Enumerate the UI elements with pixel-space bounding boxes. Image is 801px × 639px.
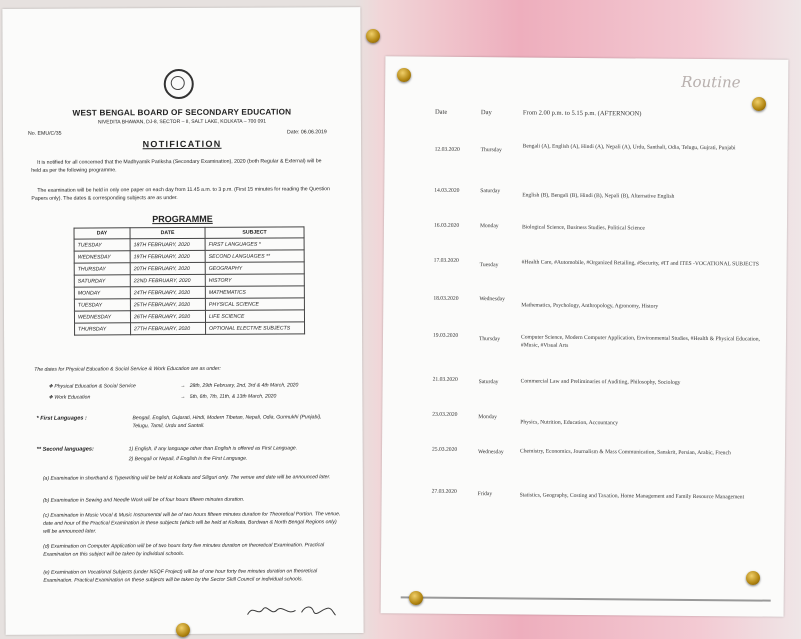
- routine-subjects: Commercial Law and Preliminaries of Auditing, Philosophy, Sociology: [520, 378, 681, 386]
- routine-subjects: Biological Science, Business Studies, Political Science: [521, 224, 645, 232]
- note-a: (a) Examination in shorthand & Typewriting will be held at Kolkata and Siliguri only. The venue and date will be announced later.: [42, 474, 331, 482]
- note-e: (e) Examination on Vocational Subjects (under NSQF Project) will be of one hour forty five minutes duration on theoretical Examination. Practical Examination on these subjects will be taken by the Sector Skill Council or individual schools.: [43, 568, 318, 584]
- cell-subject: MATHEMATICS: [205, 286, 304, 299]
- cell-date: 26TH FEBRUARY, 2020: [130, 310, 205, 322]
- we-dates: → 5th, 6th, 7th, 11th, & 13th March, 2020: [180, 393, 277, 401]
- cell-day: SATURDAY: [74, 275, 130, 287]
- cell-subject: SECOND LANGUAGES **: [205, 250, 304, 263]
- routine-day: Wednesday: [479, 296, 506, 303]
- cell-subject: HISTORY: [205, 274, 304, 287]
- routine-subjects: Physics, Nutrition, Education, Accountancy: [520, 419, 619, 427]
- cell-day: TUESDAY: [74, 239, 130, 251]
- routine-date: 25.03.2020: [431, 446, 458, 453]
- routine-date: 12.03.2020: [434, 146, 460, 153]
- programme-table: [74, 226, 306, 335]
- first-languages-list: Bengali, English, Gujarati, Hindi, Modern Tibetan, Nepali, Odia, Gurmukhi (Punjabi), Telugu, Tamil, Urdu and Santali.: [132, 414, 322, 430]
- intro-paragraph: It is notified for all concerned that the Madhyamik Pariksha (Secondary Examination), 2020 (both Regular & External) will be held as per the following programme.: [31, 158, 322, 174]
- routine-day: Monday: [478, 414, 497, 421]
- cell-subject: OPTIONAL ELECTIVE SUBJECTS: [206, 322, 305, 335]
- pe-label: ❖ Physical Education & Social Service: [48, 383, 136, 390]
- board-name: WEST BENGAL BOARD OF SECONDARY EDUCATION: [72, 107, 292, 118]
- routine-subjects: Bengali (A), English (A), Hindi (A), Nepali (A), Urdu, Santhali, Odia, Telugu, Gujrati, Punjabi: [522, 143, 736, 152]
- routine-date: 23.03.2020: [432, 411, 458, 418]
- cell-subject: GEOGRAPHY: [205, 262, 304, 275]
- cell-day: MONDAY: [74, 287, 130, 299]
- cell-date: 18TH FEBRUARY, 2020: [130, 238, 205, 250]
- routine-date: 14.03.2020: [434, 187, 460, 194]
- routine-date: 16.03.2020: [433, 222, 460, 229]
- cell-subject: LIFE SCIENCE: [205, 310, 304, 323]
- routine-day: Monday: [479, 223, 499, 230]
- pe-dates: → 28th, 29th February, 2nd, 3rd & 4th March, 2020: [180, 382, 299, 390]
- cell-subject: FIRST LANGUAGES *: [205, 238, 304, 251]
- routine-subjects: Computer Science, Modern Computer Application, Environmental Studies, #Health & Physical Education, #Music, #Visual Arts: [520, 334, 760, 349]
- handwritten-routine-heading: Routine: [681, 72, 741, 92]
- routine-subjects: Statistics, Geography, Costing and Taxation, Home Management and Family Resource Management: [519, 492, 745, 501]
- cell-subject: PHYSICAL SCIENCE: [205, 298, 304, 311]
- pin-routine-top-left: [397, 68, 411, 82]
- pin-routine-bottom-right: [746, 571, 760, 585]
- board-seal-logo: [164, 69, 194, 99]
- note-c: (c) Examination in Music Vocal & Music Instrumental will be of two hours fifteen minutes duration for Theoretical Portion. The venue, date and hour of the Practical Examination in these subjects (which will be held at Kolkata, Burdwan & North Bengal Regions only) will be announced later.: [43, 511, 341, 535]
- cell-day: THURSDAY: [74, 263, 130, 275]
- routine-subjects: English (B), Bengali (B), Hindi (B), Nepali (B), Alternative English: [522, 192, 675, 200]
- routine-day: Wednesday: [477, 449, 504, 456]
- cell-day: TUESDAY: [74, 299, 130, 311]
- routine-date: 21.03.2020: [432, 376, 458, 383]
- pe-intro: The dates for Physical Education & Social Service & Work Education are as under:: [34, 365, 221, 373]
- routine-subjects: Chemistry, Economics, Journalism & Mass Communication, Sanskrit, Persian, Arabic, French: [519, 448, 731, 457]
- cell-date: 25TH FEBRUARY, 2020: [130, 298, 205, 310]
- cell-date: 22ND FEBRUARY, 2020: [130, 274, 205, 286]
- heading-date: Date: [434, 108, 448, 116]
- cell-day: THURSDAY: [75, 323, 131, 335]
- second-languages-rule-1: 1) English, if any language other than English is offered as First Language.: [128, 445, 298, 453]
- routine-date: 19.03.2020: [432, 332, 459, 339]
- table-row: [75, 322, 305, 335]
- notification-heading: NOTIFICATION: [142, 138, 222, 150]
- cell-date: 19TH FEBRUARY, 2020: [130, 250, 205, 262]
- header-date: DATE: [130, 227, 205, 238]
- routine-subjects: Mathematics, Psychology, Anthropology, Agronomy, History: [521, 302, 659, 310]
- programme-title: PROGRAMME: [152, 213, 213, 225]
- routine-day: Thursday: [478, 336, 501, 343]
- cell-date: 24TH FEBRUARY, 2020: [130, 286, 205, 298]
- heading-day: Day: [480, 109, 492, 117]
- routine-day: Tuesday: [479, 262, 499, 269]
- notice-date: Date: 06.06.2019: [286, 129, 327, 136]
- routine-date: 18.03.2020: [433, 295, 459, 302]
- pin-notice-bottom: [176, 623, 190, 637]
- routine-day: Friday: [477, 491, 493, 498]
- memo-number: No. EMU/C/35: [28, 130, 62, 137]
- routine-date: 17.03.2020: [433, 257, 459, 264]
- routine-day: Saturday: [478, 379, 499, 386]
- routine-date: 27.03.2020: [431, 488, 457, 495]
- board-address: NIVEDITA BHAWAN, DJ-8, SECTOR – II, SALT LAKE, KOLKATA – 700 091: [97, 118, 266, 126]
- routine-subjects: #Health Care, #Automobile, #Organized Retailing, #Security, #IT and ITES -VOCATIONAL SUBJECTS: [521, 259, 759, 268]
- heading-time: From 2.00 p.m. to 5.15 p.m. (AFTERNOON): [522, 109, 642, 118]
- note-d: (d) Examination on Computer Application will be of two hours forty five minutes duration on theoretical Examination. Practical Examination on this subject will be taken by individual schools.: [43, 542, 325, 558]
- header-day: DAY: [74, 228, 130, 239]
- we-label: ❖ Work Education: [48, 394, 91, 401]
- second-languages-label: ** Second languages:: [36, 446, 94, 453]
- notification-sheet: [2, 7, 363, 635]
- first-languages-label: * First Languages :: [36, 415, 87, 422]
- routine-day: Thursday: [480, 147, 502, 154]
- signature-image: [245, 599, 337, 621]
- cell-date: 27TH FEBRUARY, 2020: [131, 322, 206, 334]
- pin-top-left: [366, 29, 380, 43]
- bottom-edge-line: [401, 596, 771, 601]
- cell-day: WEDNESDAY: [74, 311, 130, 323]
- cell-day: WEDNESDAY: [74, 251, 130, 263]
- routine-sheet: [381, 56, 789, 616]
- second-languages-rule-2: 2) Bengali or Nepali, if English is the First Language.: [128, 455, 248, 463]
- pin-routine-bottom-left: [409, 591, 423, 605]
- cell-date: 20TH FEBRUARY, 2020: [130, 262, 205, 274]
- timing-paragraph: The examination will be held in only one paper on each day from 11.45 a.m. to 3 p.m. (First 15 minutes for reading the Question Papers only). The dates & corresponding subjects are as under.: [31, 186, 330, 202]
- note-b: (b) Examination in Sewing and Needle Work will be of four hours fifteen minutes duration.: [42, 496, 245, 504]
- header-subject: SUBJECT: [205, 227, 304, 239]
- pin-routine-top-right: [752, 97, 766, 111]
- routine-day: Saturday: [480, 188, 501, 195]
